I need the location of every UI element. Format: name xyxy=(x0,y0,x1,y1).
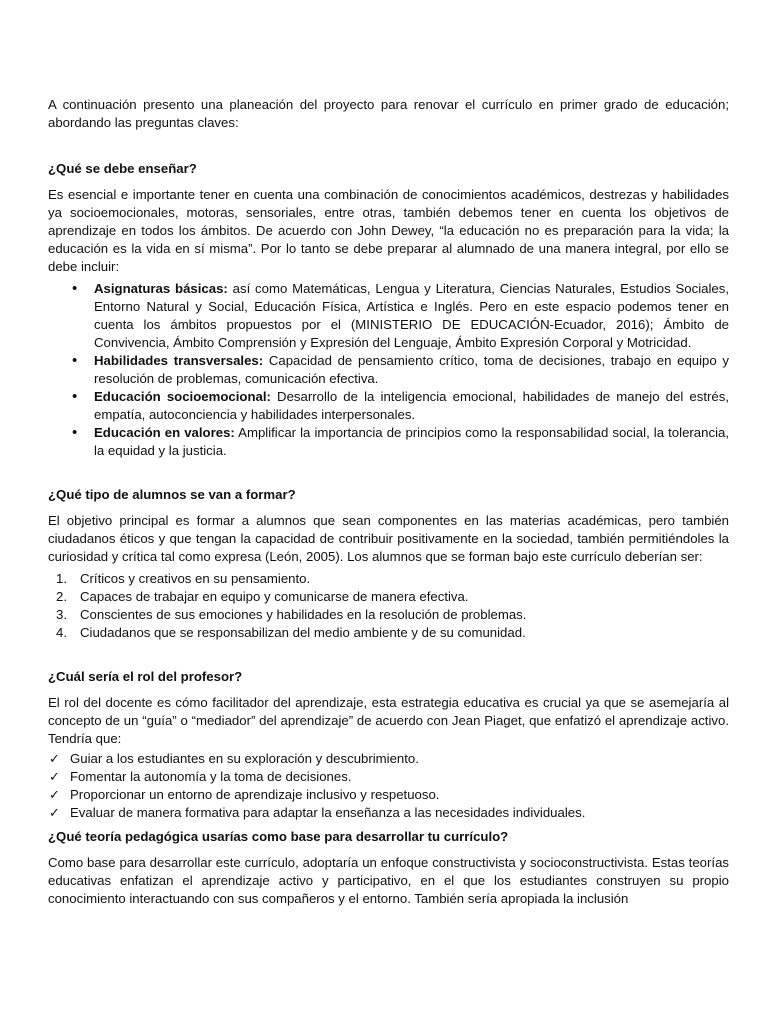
section-tipo-alumnos xyxy=(48,486,729,642)
bullet-text: Amplificar la importancia de principios como la responsabilidad social, la tolerancia, la equidad y la justicia. xyxy=(94,425,729,458)
item-text: Proporcionar un entorno de aprendizaje inclusivo y respetuoso. xyxy=(70,787,440,802)
numbered-item xyxy=(48,570,729,588)
item-number: 4. xyxy=(56,625,67,640)
section-paragraph: Es esencial e importante tener en cuenta una combinación de conocimientos académicos, destrezas y habilidades ya socioemocionales, motoras, sensoriales, entre otras, también debemos tener en cuenta los objetivos de aprendizaje en todos los ámbitos. De acuerdo con John Dewey, “la educación no es preparación para la vida; la educación es la vida en sí misma”. Por lo tanto se debe preparar al alumnado de una manera integral, por ello se debe incluir: xyxy=(48,187,729,274)
bullet-term: Habilidades transversales: xyxy=(94,353,264,368)
section-heading: ¿Cuál sería el rol del profesor? xyxy=(48,669,243,684)
bullet-term: Educación en valores: xyxy=(94,425,235,440)
item-text: Conscientes de sus emociones y habilidades en la resolución de problemas. xyxy=(80,607,527,622)
bullet-term: Educación socioemocional: xyxy=(94,389,271,404)
bullet-item xyxy=(48,280,729,352)
item-number: 1. xyxy=(56,571,67,586)
section-que-ensenar xyxy=(48,160,729,460)
numbered-item xyxy=(48,588,729,606)
bullet-item xyxy=(48,388,729,424)
checkmark-item xyxy=(48,768,729,786)
item-text: Fomentar la autonomía y la toma de decisiones. xyxy=(70,769,352,784)
section-heading: ¿Qué teoría pedagógica usarías como base para desarrollar tu currículo? xyxy=(48,829,509,844)
numbered-list xyxy=(48,570,729,642)
numbered-item xyxy=(48,624,729,642)
bullet-item xyxy=(48,352,729,388)
item-text: Ciudadanos que se responsabilizan del medio ambiente y de su comunidad. xyxy=(80,625,526,640)
item-number: 2. xyxy=(56,589,67,604)
section-paragraph: Como base para desarrollar este currículo, adoptaría un enfoque constructivista y socioconstructivista. Estas teorías educativas enfatizan el aprendizaje activo y participativo, en el que los estudiantes construyen su propio conocimiento interactuando con sus compañeros y el entorno. También sería apropiada la inclusión xyxy=(48,855,729,906)
intro-paragraph: A continuación presento una planeación del proyecto para renovar el currículo en primer grado de educación; abordando las preguntas claves: xyxy=(48,97,729,130)
section-heading: ¿Qué se debe enseñar? xyxy=(48,161,197,176)
numbered-item xyxy=(48,606,729,624)
checkmark-icon: ✓ xyxy=(49,787,60,802)
bullet-term: Asignaturas básicas: xyxy=(94,281,228,296)
bullet-text: así como Matemáticas, Lengua y Literatura, Ciencias Naturales, Estudios Sociales, Entorno Natural y Social, Educación Física, Artística e Inglés. Pero en este espacio podemos tener en cuenta los ámbitos propuestos por el (MINISTERIO DE EDUCACIÓN-Ecuador, 2016); Ámbito de Convivencia, Ámbito Comprensión y Expresión del Lenguaje, Ámbito Expresión Corporal y Motricidad. xyxy=(94,281,729,350)
bullet-text: Desarrollo de la inteligencia emocional, habilidades de manejo del estrés, empatía, autoconciencia y habilidades interpersonales. xyxy=(94,389,730,422)
item-text: Críticos y creativos en su pensamiento. xyxy=(80,571,311,586)
checkmark-icon: ✓ xyxy=(49,805,60,820)
checkmark-item xyxy=(48,804,729,822)
section-paragraph: El rol del docente es cómo facilitador del aprendizaje, esta estrategia educativa es crucial ya que se asemejaría al concepto de un “guía” o “mediador” del aprendizaje” de acuerdo con Jean Piaget, que enfatizó el aprendizaje activo. Tendría que: xyxy=(48,695,729,746)
section-rol-profesor xyxy=(48,668,729,822)
section-teoria-pedagogica xyxy=(48,828,729,908)
checkmark-icon: ✓ xyxy=(49,751,60,766)
bullet-item xyxy=(48,424,729,460)
checkmark-item xyxy=(48,750,729,768)
section-paragraph: El objetivo principal es formar a alumnos que sean componentes en las materias académicas, pero también ciudadanos éticos y que tengan la capacidad de contribuir positivamente en la sociedad, también permitiéndoles la curiosidad y crítica tal como expresa (León, 2005). Los alumnos que se forman bajo este currículo deberían ser: xyxy=(48,513,729,564)
bullet-text: Capacidad de pensamiento crítico, toma de decisiones, trabajo en equipo y resolución de problemas, comunicación efectiva. xyxy=(94,353,729,386)
bullet-list xyxy=(48,280,729,460)
checkmark-item xyxy=(48,786,729,804)
section-heading: ¿Qué tipo de alumnos se van a formar? xyxy=(48,487,296,502)
item-number: 3. xyxy=(56,607,67,622)
checkmark-list xyxy=(48,750,729,822)
item-text: Guiar a los estudiantes en su exploración y descubrimiento. xyxy=(70,751,419,766)
checkmark-icon: ✓ xyxy=(49,769,60,784)
item-text: Evaluar de manera formativa para adaptar la enseñanza a las necesidades individuales. xyxy=(70,805,586,820)
item-text: Capaces de trabajar en equipo y comunicarse de manera efectiva. xyxy=(80,589,469,604)
